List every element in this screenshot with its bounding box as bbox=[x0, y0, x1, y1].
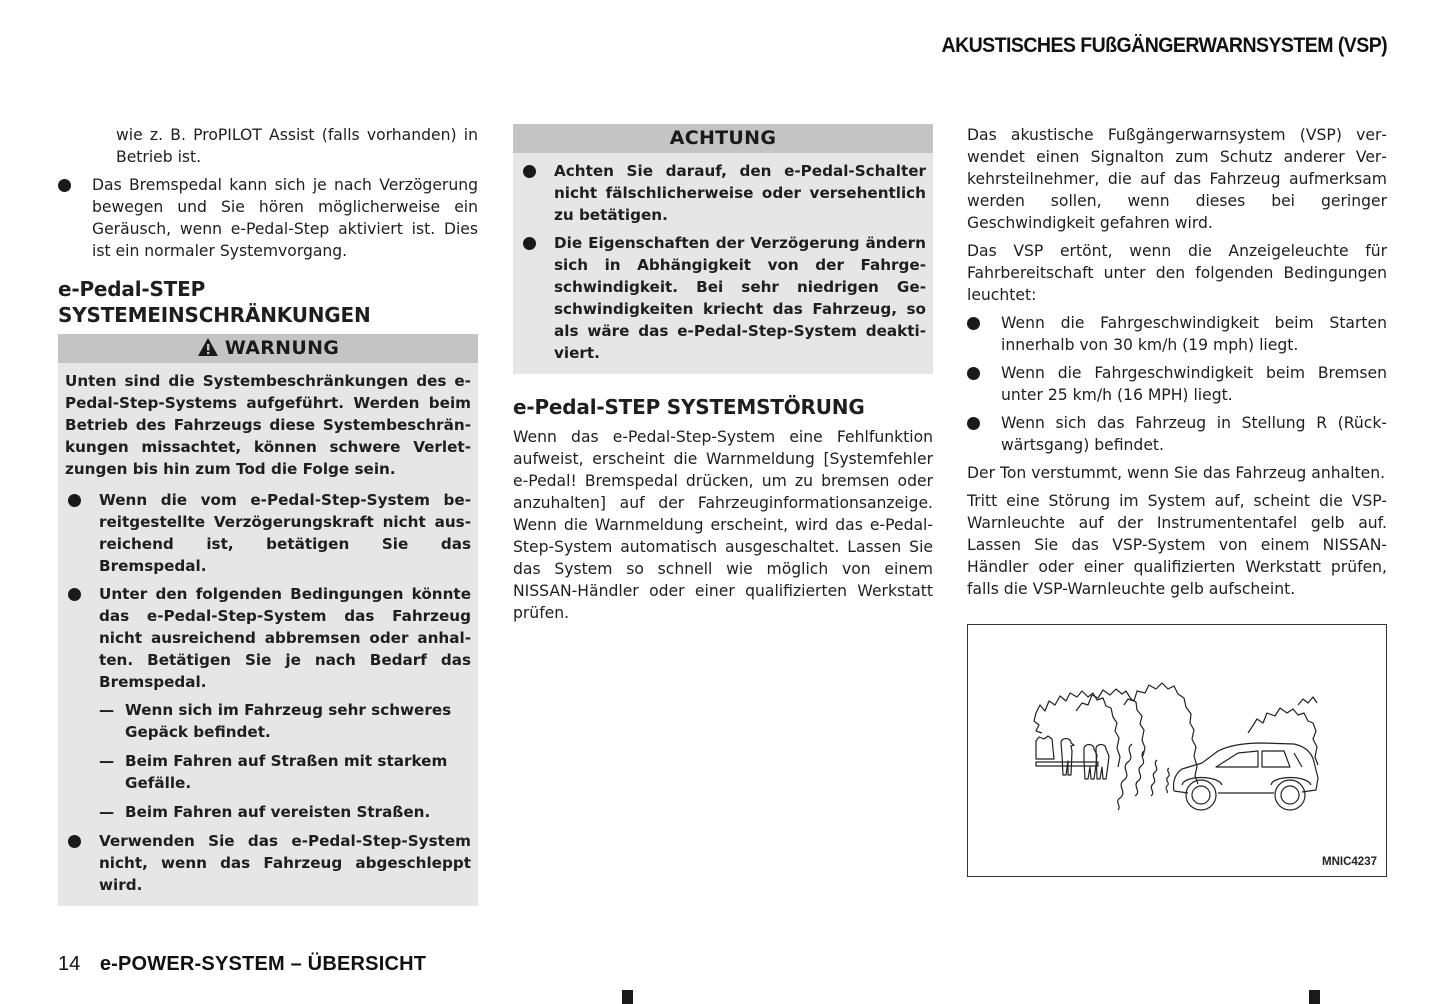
heading-system-limitations: e-Pedal-STEP SYSTEMEINSCHRÄNKUNGEN bbox=[58, 277, 371, 327]
bullet-dot-icon bbox=[523, 165, 536, 178]
warning-sub-item: — Beim Fahren auf Straßen mit starkem Gefälle. bbox=[99, 752, 448, 792]
caution-box-header: ACHTUNG bbox=[513, 124, 933, 153]
dash-icon: — bbox=[99, 701, 115, 719]
vsp-illustration bbox=[967, 624, 1387, 877]
bullet-dot-icon bbox=[58, 179, 71, 192]
page-number: 14 bbox=[58, 953, 81, 975]
caution-box bbox=[513, 124, 933, 374]
warning-triangle-icon bbox=[197, 337, 219, 365]
bullet-dot-icon bbox=[68, 835, 81, 848]
warning-box-body bbox=[58, 363, 478, 906]
caution-bullet: Die Eigenschaften der Verzögerung ändern sich in Abhängigkeit von der Fahrgeschwindigkeit. Bei sehr niedrigen Geschwindigkeiten kriecht das Fahrzeug, so als wäre das e-Pedal-Step-System deaktiviert. bbox=[520, 232, 926, 364]
bullet-dot-icon bbox=[68, 588, 81, 601]
dash-icon: — bbox=[99, 803, 115, 821]
vsp-malfunction-note: Tritt eine Störung im System auf, scheint die VSP-Warnleuchte auf der Instrumententafel gelb auf. Lassen Sie das VSP-System von einem NISSAN-Händler oder einer qualifizierten Werkstatt prüfen, falls die VSP-Warnleuchte gelb aufscheint. bbox=[967, 492, 1387, 598]
warning-title: WARNUNG bbox=[224, 337, 340, 359]
crop-mark bbox=[622, 990, 633, 1004]
warning-sub-item: — Wenn sich im Fahrzeug sehr schweres Gepäck befindet. bbox=[99, 701, 452, 741]
caution-bullet: Achten Sie darauf, den e-Pedal-Schalter nicht fälschlicherweise oder versehentlich zu betätigen. bbox=[520, 160, 926, 226]
warning-box-header bbox=[58, 334, 478, 363]
warning-box bbox=[58, 334, 478, 906]
warning-sub-item: — Beim Fahren auf vereisten Straßen. bbox=[99, 803, 431, 821]
caution-box-body bbox=[513, 153, 933, 374]
dash-icon: — bbox=[99, 752, 115, 770]
warning-bullet: Wenn die vom e-Pedal-Step-System bereitgestellte Verzögerungskraft nicht ausreichend ist, betätigen Sie das Bremspedal. bbox=[65, 489, 471, 577]
bullet-dot-icon bbox=[967, 367, 980, 380]
crop-mark bbox=[1309, 990, 1320, 1004]
running-head: AKUSTISCHES FUßGÄNGERWARNSYSTEM (VSP) bbox=[941, 34, 1387, 57]
chapter-title: e-POWER-SYSTEM – ÜBERSICHT bbox=[99, 953, 427, 975]
column-1 bbox=[58, 124, 478, 906]
vsp-condition: Wenn die Fahrgeschwindigkeit beim Bremsen unter 25 km/h (16 MPH) liegt. bbox=[967, 362, 1387, 406]
car-pedestrian-illustration-icon bbox=[968, 625, 1386, 876]
vsp-silence-note: Der Ton verstummt, wenn Sie das Fahrzeug anhalten. bbox=[967, 464, 1386, 482]
bullet-dot-icon bbox=[68, 494, 81, 507]
vsp-condition: Wenn die Fahrgeschwindigkeit beim Starten innerhalb von 30 km/h (19 mph) liegt. bbox=[967, 312, 1387, 356]
page-footer bbox=[58, 952, 426, 976]
vsp-condition: Wenn sich das Fahrzeug in Stellung R (Rückwärtsgang) befindet. bbox=[967, 412, 1387, 456]
malfunction-body: Wenn das e-Pedal-Step-System eine Fehlfunktion aufweist, erscheint die Warnmeldung [Systemfehler e-Pedal! Bremspedal drücken, um zu bremsen oder anzuhalten] auf der Fahrzeuginformationsanzeige. Wenn die Warnmeldung erscheint, wird das e-Pedal-Step-System automatisch ausgeschaltet. Lassen Sie das System so schnell wie möglich von einem NISSAN-Händler oder einer qualifizierten Werkstatt prüfen. bbox=[513, 428, 933, 622]
warning-intro: Unten sind die Systembeschränkungen des e-Pedal-Step-Systems aufgeführt. Werden beim Betrieb des Fahrzeugs diese Systembeschränkungen missachtet, können schwere Verletzungen bis hin zum Tod die Folge sein. bbox=[65, 372, 471, 478]
continued-text: wie z. B. ProPILOT Assist (falls vorhanden) in Betrieb ist. bbox=[116, 126, 478, 166]
bullet-brake-pedal: Das Bremspedal kann sich je nach Verzögerung bewegen und Sie hören möglicherweise ein Geräusch, wenn e-Pedal-Step aktiviert ist. Dies ist ein normaler Systemvorgang. bbox=[58, 174, 478, 262]
bullet-dot-icon bbox=[967, 417, 980, 430]
column-2 bbox=[513, 124, 933, 630]
figure-code: MNIC4237 bbox=[1322, 856, 1377, 868]
bullet-dot-icon bbox=[523, 237, 536, 250]
warning-bullet: Unter den folgenden Bedingungen könnte das e-Pedal-Step-System das Fahrzeug nicht ausreichend abbremsen oder anhalten. Betätigen Sie je nach Bedarf das Bremspedal. bbox=[65, 583, 471, 693]
vsp-intro: Das akustische Fußgängerwarnsystem (VSP) verwendet einen Signalton zum Schutz anderer Verkehrsteilnehmer, die auf das Fahrzeug aufmerksam werden sollen, wenn dieses bei geringer Geschwindigkeit gefahren wird. bbox=[967, 126, 1387, 232]
vsp-conditions-intro: Das VSP ertönt, wenn die Anzeigeleuchte für Fahrbereitschaft unter den folgenden Bedingungen leuchtet: bbox=[967, 242, 1387, 304]
column-3 bbox=[967, 124, 1387, 606]
warning-bullet: Verwenden Sie das e-Pedal-Step-System nicht, wenn das Fahrzeug abgeschleppt wird. bbox=[65, 830, 471, 896]
bullet-dot-icon bbox=[967, 317, 980, 330]
heading-system-malfunction: e-Pedal-STEP SYSTEMSTÖRUNG bbox=[513, 395, 865, 419]
